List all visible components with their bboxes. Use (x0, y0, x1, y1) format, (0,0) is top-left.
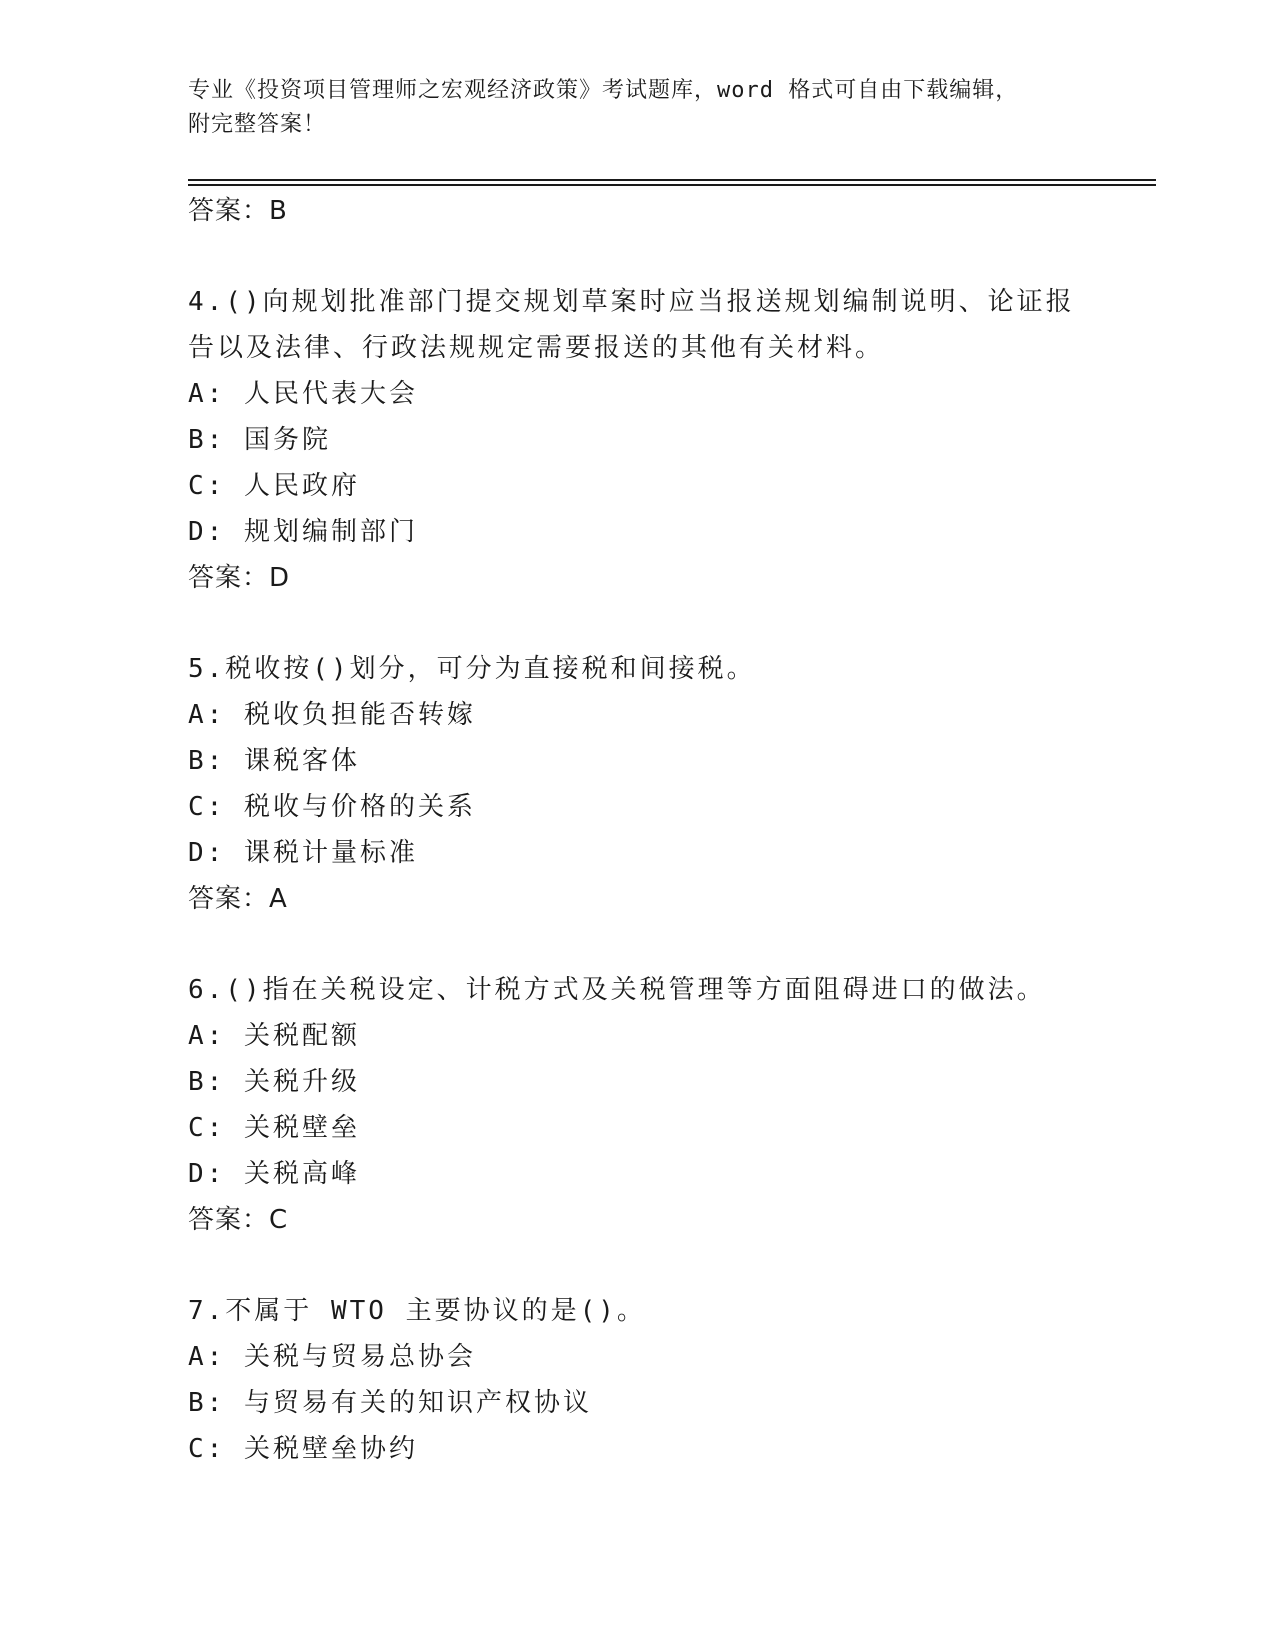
question-text: 4.()向规划批准部门提交规划草案时应当报送规划编制说明、论证报 (188, 287, 1075, 317)
option-b: B: 国务院 (188, 425, 331, 455)
spacer (188, 1243, 1108, 1288)
question-text: 7.不属于 WTO 主要协议的是()。 (188, 1296, 646, 1326)
question-text: 6.()指在关税设定、计税方式及关税管理等方面阻碍进口的做法。 (188, 975, 1046, 1005)
question-block (188, 967, 1108, 1243)
option-b: B: 关税升级 (188, 1067, 360, 1097)
option-d: D: 关税高峰 (188, 1159, 360, 1189)
question-text-continued: 告以及法律、行政法规规定需要报送的其他有关材料。 (188, 333, 885, 363)
option-d: D: 课税计量标准 (188, 838, 418, 868)
spacer (188, 601, 1108, 646)
option-b: B: 与贸易有关的知识产权协议 (188, 1388, 592, 1418)
question-block (188, 1288, 1108, 1472)
option-c: C: 税收与价格的关系 (188, 792, 476, 822)
option-b: B: 课税客体 (188, 746, 360, 776)
spacer (188, 922, 1108, 967)
question-block (188, 646, 1108, 922)
question-list (188, 188, 1108, 1472)
document-header (188, 74, 1088, 142)
option-a: A: 人民代表大会 (188, 379, 418, 409)
header-line-1: 专业《投资项目管理师之宏观经济政策》考试题库，word 格式可自由下载编辑， (188, 78, 1019, 103)
question-text: 5.税收按()划分，可分为直接税和间接税。 (188, 654, 756, 684)
option-c: C: 人民政府 (188, 471, 360, 501)
option-c: C: 关税壁垒 (188, 1113, 360, 1143)
option-c: C: 关税壁垒协约 (188, 1434, 418, 1464)
spacer (188, 234, 1108, 279)
header-line-2: 附完整答案！ (188, 112, 327, 137)
question-block (188, 279, 1108, 601)
option-d: D: 规划编制部门 (188, 517, 418, 547)
option-a: A: 关税配额 (188, 1021, 360, 1051)
header-divider-top (188, 179, 1156, 181)
answer-line: 答案：C (188, 1205, 289, 1235)
option-a: A: 税收负担能否转嫁 (188, 700, 476, 730)
answer-line: 答案：B (188, 196, 288, 226)
option-a: A: 关税与贸易总协会 (188, 1342, 476, 1372)
answer-line: 答案：A (188, 884, 288, 914)
header-divider-bottom (188, 184, 1156, 186)
answer-line: 答案：D (188, 563, 291, 593)
